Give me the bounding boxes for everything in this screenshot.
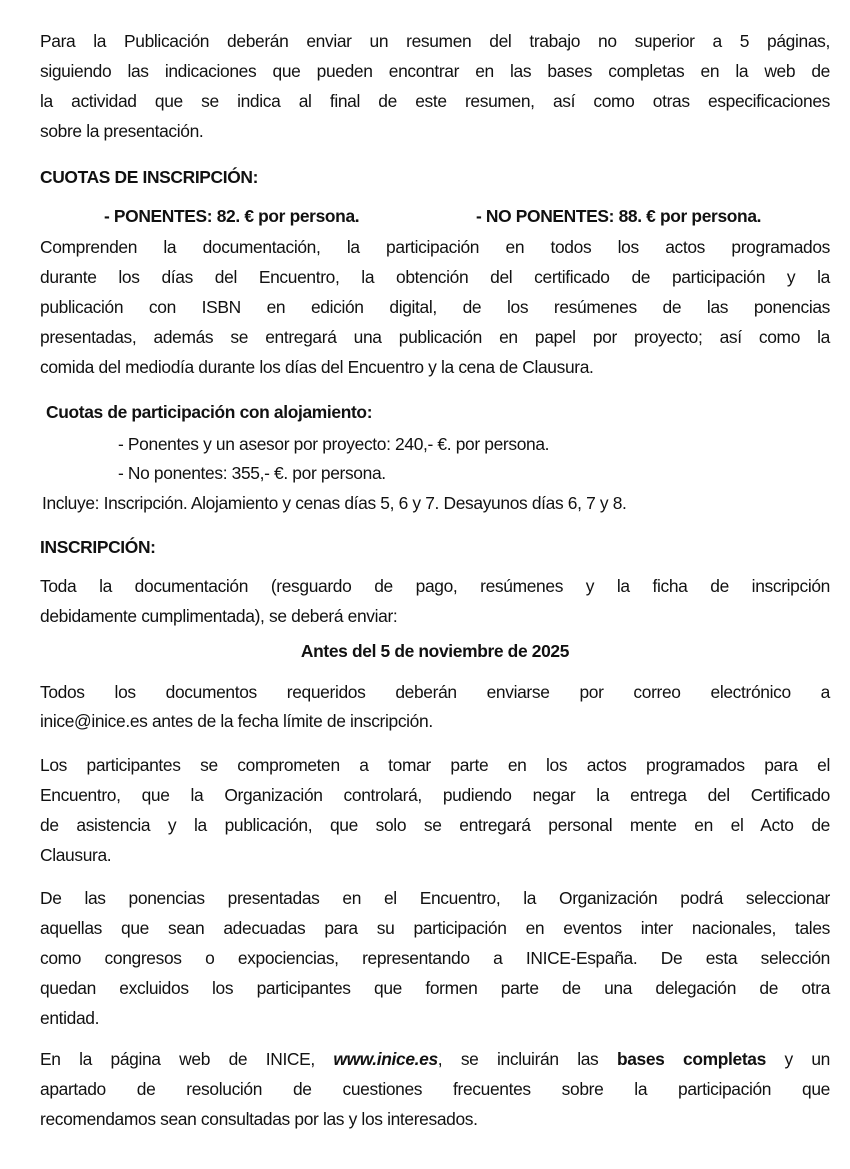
registration-heading: INSCRIPCIÓN:: [40, 537, 156, 557]
web-line: [40, 1048, 830, 1070]
fee-no-ponentes: - NO PONENTES: 88. € por persona.: [476, 206, 762, 226]
fees-description-line: comida del mediodía durante los días del Encuentro y la cena de Clausura.: [40, 357, 594, 377]
registration-deadline: Antes del 5 de noviembre de 2025: [300, 641, 570, 661]
commitment-line: Los participantes se comprometen a tomar parte en los actos programados para el: [40, 755, 830, 775]
selection-line: como congresos o expociencias, representando a INICE-España. De esta selección: [40, 948, 830, 968]
selection-line: quedan excluidos los participantes que formen parte de una delegación de otra: [40, 978, 830, 998]
lodging-includes: Incluye: Inscripción. Alojamiento y cenas días 5, 6 y 7. Desayunos días 6, 7 y 8.: [42, 493, 627, 513]
fees-description-line: presentadas, además se entregará una publicación en papel por proyecto; así como la: [40, 327, 830, 347]
intro-line: siguiendo las indicaciones que pueden encontrar en las bases completas en la web de: [40, 61, 830, 81]
fees-description-line: publicación con ISBN en edición digital, de los resúmenes de las ponencias: [40, 297, 830, 317]
registration-email-line: Todos los documentos requeridos deberán enviarse por correo electrónico a: [40, 682, 830, 702]
fee-ponentes: - PONENTES: 82. € por persona.: [104, 206, 360, 226]
lodging-item: - Ponentes y un asesor por proyecto: 240,- €. por persona.: [118, 434, 550, 454]
intro-line: sobre la presentación.: [40, 121, 204, 141]
web-prefix: En la página web de INICE,: [40, 1049, 334, 1069]
fees-description-line: Comprenden la documentación, la participación en todos los actos programados: [40, 237, 830, 257]
web-bold-text: bases completas: [616, 1049, 766, 1069]
web-line: apartado de resolución de cuestiones frecuentes sobre la participación que: [40, 1079, 830, 1099]
selection-line: aquellas que sean adecuadas para su participación en eventos inter nacionales, tales: [40, 918, 830, 938]
commitment-line: Encuentro, que la Organización controlará, pudiendo negar la entrega del Certificado: [40, 785, 830, 805]
web-url-link[interactable]: www.inice.es: [333, 1049, 438, 1069]
web-line: recomendamos sean consultadas por las y los interesados.: [40, 1109, 478, 1129]
registration-line: debidamente cumplimentada), se deberá enviar:: [40, 606, 398, 626]
intro-line: la actividad que se indica al final de este resumen, así como otras especificaciones: [40, 91, 830, 111]
selection-line: entidad.: [40, 1008, 100, 1028]
lodging-item: - No ponentes: 355,- €. por persona.: [118, 463, 386, 483]
fees-description-line: durante los días del Encuentro, la obtención del certificado de participación y la: [40, 267, 830, 287]
commitment-line: de asistencia y la publicación, que solo se entregará personal mente en el Acto de: [40, 815, 830, 835]
intro-line: Para la Publicación deberán enviar un resumen del trabajo no superior a 5 páginas,: [40, 31, 830, 51]
web-middle: , se incluirán las: [437, 1049, 617, 1069]
web-suffix: y un: [765, 1049, 831, 1069]
registration-line: Toda la documentación (resguardo de pago, resúmenes y la ficha de inscripción: [40, 576, 830, 596]
registration-email-line: inice@inice.es antes de la fecha límite de inscripción.: [40, 711, 433, 731]
fees-heading: CUOTAS DE INSCRIPCIÓN:: [40, 167, 259, 187]
selection-line: De las ponencias presentadas en el Encuentro, la Organización podrá seleccionar: [40, 888, 830, 908]
lodging-heading: Cuotas de participación con alojamiento:: [46, 402, 373, 422]
commitment-line: Clausura.: [40, 845, 112, 865]
